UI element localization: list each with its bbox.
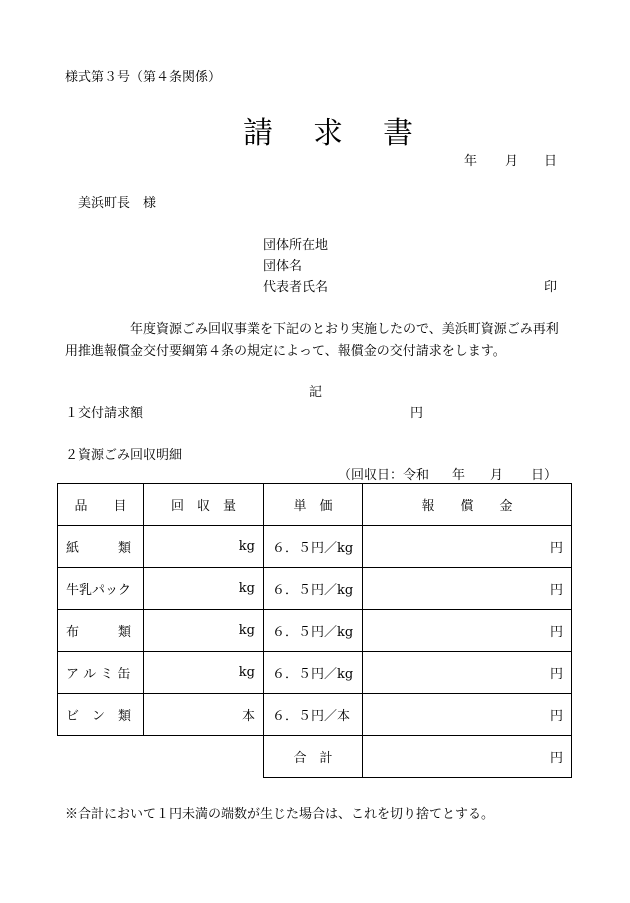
row-quantity-unit: kg bbox=[144, 568, 264, 610]
row-reward-unit: 円 bbox=[363, 526, 572, 568]
table-row bbox=[58, 526, 572, 568]
table-row bbox=[58, 568, 572, 610]
table-header-row bbox=[58, 484, 572, 526]
applicant-representative-label: 代表者氏名 bbox=[263, 280, 329, 295]
row-quantity-unit: kg bbox=[144, 610, 264, 652]
row-item: ア ル ミ 缶 bbox=[58, 652, 144, 694]
header-reward: 報 償 金 bbox=[363, 484, 572, 526]
row-reward-unit: 円 bbox=[363, 652, 572, 694]
row-item: 紙 類 bbox=[58, 526, 144, 568]
collection-date-month: 月 bbox=[490, 468, 504, 483]
form-number: 様式第３号（第４条関係） bbox=[65, 70, 222, 85]
footnote: ※合計において１円未満の端数が生じた場合は、これを切り捨てとする。 bbox=[65, 807, 495, 822]
table-row bbox=[58, 610, 572, 652]
applicant-name-label: 団体名 bbox=[263, 259, 303, 274]
total-label: 合 計 bbox=[264, 736, 363, 778]
row-reward-unit: 円 bbox=[363, 694, 572, 736]
seal-mark: 印 bbox=[544, 280, 558, 295]
collection-detail-table bbox=[57, 483, 572, 778]
row-quantity-unit: 本 bbox=[144, 694, 264, 736]
row-unit-price: ６．５円／kg bbox=[264, 526, 363, 568]
title-char-3: 書 bbox=[383, 116, 413, 151]
section1-unit: 円 bbox=[410, 406, 424, 421]
collection-date-day: 日） bbox=[531, 468, 558, 483]
row-unit-price: ６．５円／kg bbox=[264, 652, 363, 694]
table-total-row bbox=[58, 736, 572, 778]
applicant-address-label: 団体所在地 bbox=[263, 238, 329, 253]
header-quantity: 回 収 量 bbox=[144, 484, 264, 526]
header-unit-price: 単 価 bbox=[264, 484, 363, 526]
empty-cell bbox=[144, 736, 264, 778]
row-unit-price: ６．５円／kg bbox=[264, 610, 363, 652]
date-day: 日 bbox=[544, 154, 558, 169]
row-reward-unit: 円 bbox=[363, 568, 572, 610]
collection-date-year: 年 bbox=[452, 468, 466, 483]
section1-label: １交付請求額 bbox=[65, 406, 144, 421]
addressee: 美浜町長 様 bbox=[78, 196, 157, 211]
row-quantity-unit: kg bbox=[144, 526, 264, 568]
table-row bbox=[58, 694, 572, 736]
date-month: 月 bbox=[505, 154, 519, 169]
row-item: 布 類 bbox=[58, 610, 144, 652]
row-unit-price: ６．５円／本 bbox=[264, 694, 363, 736]
title-char-2: 求 bbox=[313, 116, 343, 151]
section2-label: ２資源ごみ回収明細 bbox=[65, 448, 183, 463]
row-quantity-unit: kg bbox=[144, 652, 264, 694]
document-title bbox=[243, 108, 413, 152]
body-text-line-1: 年度資源ごみ回収事業を下記のとおり実施したので、美浜町資源ごみ再利 bbox=[130, 322, 559, 337]
row-reward-unit: 円 bbox=[363, 610, 572, 652]
total-unit: 円 bbox=[363, 736, 572, 778]
row-unit-price: ６．５円／kg bbox=[264, 568, 363, 610]
header-item: 品 目 bbox=[58, 484, 144, 526]
table-row bbox=[58, 652, 572, 694]
collection-date-prefix: （回収日：令和 bbox=[338, 468, 430, 483]
row-item: ビ ン 類 bbox=[58, 694, 144, 736]
empty-cell bbox=[58, 736, 144, 778]
body-text-line-2: 用推進報償金交付要綱第４条の規定によって、報償金の交付請求をします。 bbox=[65, 344, 506, 359]
row-item: 牛乳パック bbox=[58, 568, 144, 610]
ki-marker: 記 bbox=[309, 385, 323, 400]
date-year: 年 bbox=[464, 154, 478, 169]
title-char-1: 請 bbox=[243, 116, 273, 151]
